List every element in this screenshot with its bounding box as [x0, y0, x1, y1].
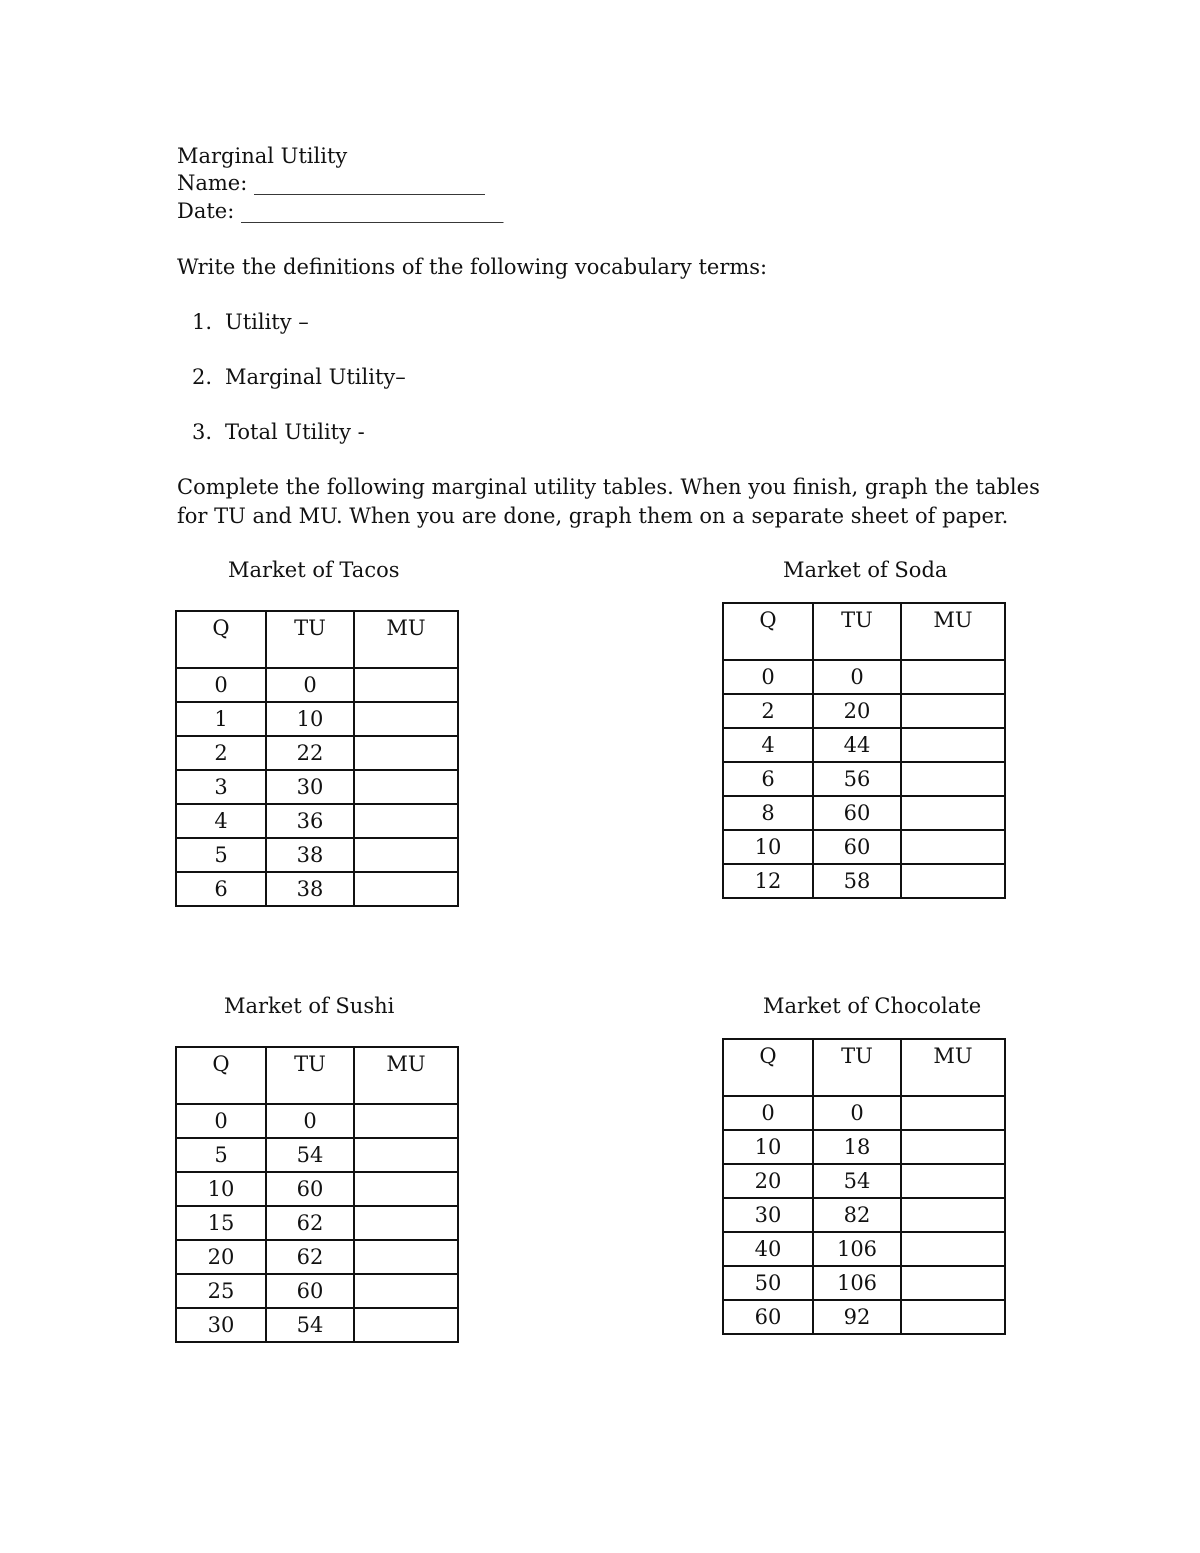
q-cell: 0 — [723, 1096, 813, 1130]
table-header-row — [176, 1047, 458, 1104]
table-row — [176, 736, 458, 770]
tu-cell: 60 — [813, 830, 901, 864]
q-cell: 10 — [176, 1172, 266, 1206]
tu-cell: 106 — [813, 1266, 901, 1300]
q-cell: 10 — [723, 830, 813, 864]
table-row — [723, 1130, 1005, 1164]
table-row — [723, 1096, 1005, 1130]
q-cell: 8 — [723, 796, 813, 830]
tu-cell: 60 — [266, 1172, 354, 1206]
mu-header: MU — [354, 611, 458, 668]
mu-cell[interactable] — [354, 872, 458, 906]
tu-header: TU — [813, 1039, 901, 1096]
table-row — [723, 1232, 1005, 1266]
q-cell: 6 — [723, 762, 813, 796]
soda-table — [722, 602, 1006, 899]
table-row — [176, 804, 458, 838]
tacos-table — [175, 610, 459, 907]
table-row — [176, 770, 458, 804]
vocab-term-text: Utility – — [225, 310, 309, 334]
tu-cell: 0 — [266, 1104, 354, 1138]
vocab-term-text: Total Utility - — [225, 420, 365, 444]
mu-cell[interactable] — [354, 838, 458, 872]
table-header-row — [723, 1039, 1005, 1096]
tu-cell: 54 — [266, 1308, 354, 1342]
table-row — [723, 660, 1005, 694]
mu-cell[interactable] — [354, 1104, 458, 1138]
mu-cell[interactable] — [354, 702, 458, 736]
q-cell: 3 — [176, 770, 266, 804]
q-cell: 5 — [176, 838, 266, 872]
mu-header: MU — [901, 1039, 1005, 1096]
table-row — [176, 1274, 458, 1308]
tu-cell: 0 — [266, 668, 354, 702]
q-cell: 25 — [176, 1274, 266, 1308]
date-field[interactable]: Date: _________________________ — [177, 199, 504, 223]
mu-cell[interactable] — [354, 736, 458, 770]
tu-cell: 22 — [266, 736, 354, 770]
q-cell: 20 — [176, 1240, 266, 1274]
tu-header: TU — [266, 1047, 354, 1104]
tu-cell: 56 — [813, 762, 901, 796]
table-row — [176, 838, 458, 872]
table-prompt: Complete the following marginal utility tables. When you finish, graph the tables for TU and MU. When you are done, graph them on a separate sheet of paper. — [177, 475, 1040, 528]
vocab-prompt: Write the definitions of the following vocabulary terms: — [177, 255, 768, 279]
mu-cell[interactable] — [354, 804, 458, 838]
table-row — [176, 872, 458, 906]
mu-header: MU — [354, 1047, 458, 1104]
name-field[interactable]: Name: ______________________ — [177, 171, 485, 195]
mu-cell[interactable] — [354, 1206, 458, 1240]
tu-cell: 60 — [813, 796, 901, 830]
table-row — [723, 728, 1005, 762]
vocab-term-text: Marginal Utility– — [225, 365, 406, 389]
q-cell: 4 — [176, 804, 266, 838]
table-row — [723, 864, 1005, 898]
table-row — [723, 1300, 1005, 1334]
q-cell: 2 — [176, 736, 266, 770]
table-row — [176, 1206, 458, 1240]
q-cell: 20 — [723, 1164, 813, 1198]
mu-cell[interactable] — [901, 830, 1005, 864]
soda-caption: Market of Soda — [783, 558, 948, 582]
mu-cell[interactable] — [354, 1138, 458, 1172]
tu-header: TU — [813, 603, 901, 660]
chocolate-table — [722, 1038, 1006, 1335]
table-row — [176, 1308, 458, 1342]
q-cell: 5 — [176, 1138, 266, 1172]
vocab-term — [177, 309, 309, 336]
tu-cell: 62 — [266, 1240, 354, 1274]
mu-cell[interactable] — [901, 1266, 1005, 1300]
mu-cell[interactable] — [901, 694, 1005, 728]
tu-cell: 38 — [266, 838, 354, 872]
q-cell: 30 — [723, 1198, 813, 1232]
tu-cell: 0 — [813, 1096, 901, 1130]
table-row — [723, 830, 1005, 864]
table-row — [176, 1138, 458, 1172]
mu-cell[interactable] — [901, 1130, 1005, 1164]
tacos-caption: Market of Tacos — [228, 558, 400, 582]
table-row — [176, 1172, 458, 1206]
mu-header: MU — [901, 603, 1005, 660]
q-header: Q — [723, 1039, 813, 1096]
mu-cell[interactable] — [901, 1300, 1005, 1334]
table-row — [176, 1104, 458, 1138]
q-cell: 15 — [176, 1206, 266, 1240]
q-cell: 6 — [176, 872, 266, 906]
q-header: Q — [176, 611, 266, 668]
vocab-term-number: 3. — [191, 420, 212, 444]
sushi-caption: Market of Sushi — [224, 994, 395, 1018]
q-cell: 4 — [723, 728, 813, 762]
mu-cell[interactable] — [901, 762, 1005, 796]
table-row — [176, 702, 458, 736]
tu-cell: 20 — [813, 694, 901, 728]
tu-header: TU — [266, 611, 354, 668]
tu-cell: 10 — [266, 702, 354, 736]
table-row — [176, 668, 458, 702]
mu-cell[interactable] — [901, 1096, 1005, 1130]
table-row — [723, 694, 1005, 728]
q-cell: 0 — [723, 660, 813, 694]
mu-cell[interactable] — [901, 1232, 1005, 1266]
q-header: Q — [723, 603, 813, 660]
table-row — [723, 762, 1005, 796]
tu-cell: 54 — [266, 1138, 354, 1172]
mu-cell[interactable] — [901, 864, 1005, 898]
mu-cell[interactable] — [354, 668, 458, 702]
q-header: Q — [176, 1047, 266, 1104]
mu-cell[interactable] — [354, 1240, 458, 1274]
table-header-row — [176, 611, 458, 668]
table-row — [723, 1164, 1005, 1198]
tu-cell: 30 — [266, 770, 354, 804]
table-row — [723, 796, 1005, 830]
q-cell: 60 — [723, 1300, 813, 1334]
tu-cell: 0 — [813, 660, 901, 694]
tu-cell: 38 — [266, 872, 354, 906]
tu-cell: 36 — [266, 804, 354, 838]
q-cell: 1 — [176, 702, 266, 736]
table-row — [723, 1266, 1005, 1300]
q-cell: 0 — [176, 668, 266, 702]
q-cell: 2 — [723, 694, 813, 728]
table-header-row — [723, 603, 1005, 660]
sushi-table — [175, 1046, 459, 1343]
tu-cell: 106 — [813, 1232, 901, 1266]
vocab-term — [177, 419, 365, 446]
tu-cell: 82 — [813, 1198, 901, 1232]
mu-cell[interactable] — [901, 1198, 1005, 1232]
vocab-term-number: 2. — [191, 365, 212, 389]
tu-cell: 44 — [813, 728, 901, 762]
tu-cell: 54 — [813, 1164, 901, 1198]
mu-cell[interactable] — [901, 728, 1005, 762]
tu-cell: 18 — [813, 1130, 901, 1164]
mu-cell[interactable] — [354, 1274, 458, 1308]
q-cell: 40 — [723, 1232, 813, 1266]
table-row — [176, 1240, 458, 1274]
q-cell: 10 — [723, 1130, 813, 1164]
tu-cell: 58 — [813, 864, 901, 898]
q-cell: 0 — [176, 1104, 266, 1138]
mu-cell[interactable] — [901, 1164, 1005, 1198]
mu-cell[interactable] — [354, 770, 458, 804]
mu-cell[interactable] — [354, 1308, 458, 1342]
tu-cell: 60 — [266, 1274, 354, 1308]
q-cell: 30 — [176, 1308, 266, 1342]
q-cell: 12 — [723, 864, 813, 898]
mu-cell[interactable] — [901, 796, 1005, 830]
vocab-term-number: 1. — [191, 310, 212, 334]
q-cell: 50 — [723, 1266, 813, 1300]
table-row — [723, 1198, 1005, 1232]
mu-cell[interactable] — [901, 660, 1005, 694]
mu-cell[interactable] — [354, 1172, 458, 1206]
chocolate-caption: Market of Chocolate — [763, 994, 982, 1018]
vocab-term — [177, 364, 406, 391]
worksheet-title: Marginal Utility — [177, 144, 348, 168]
tu-cell: 62 — [266, 1206, 354, 1240]
tu-cell: 92 — [813, 1300, 901, 1334]
